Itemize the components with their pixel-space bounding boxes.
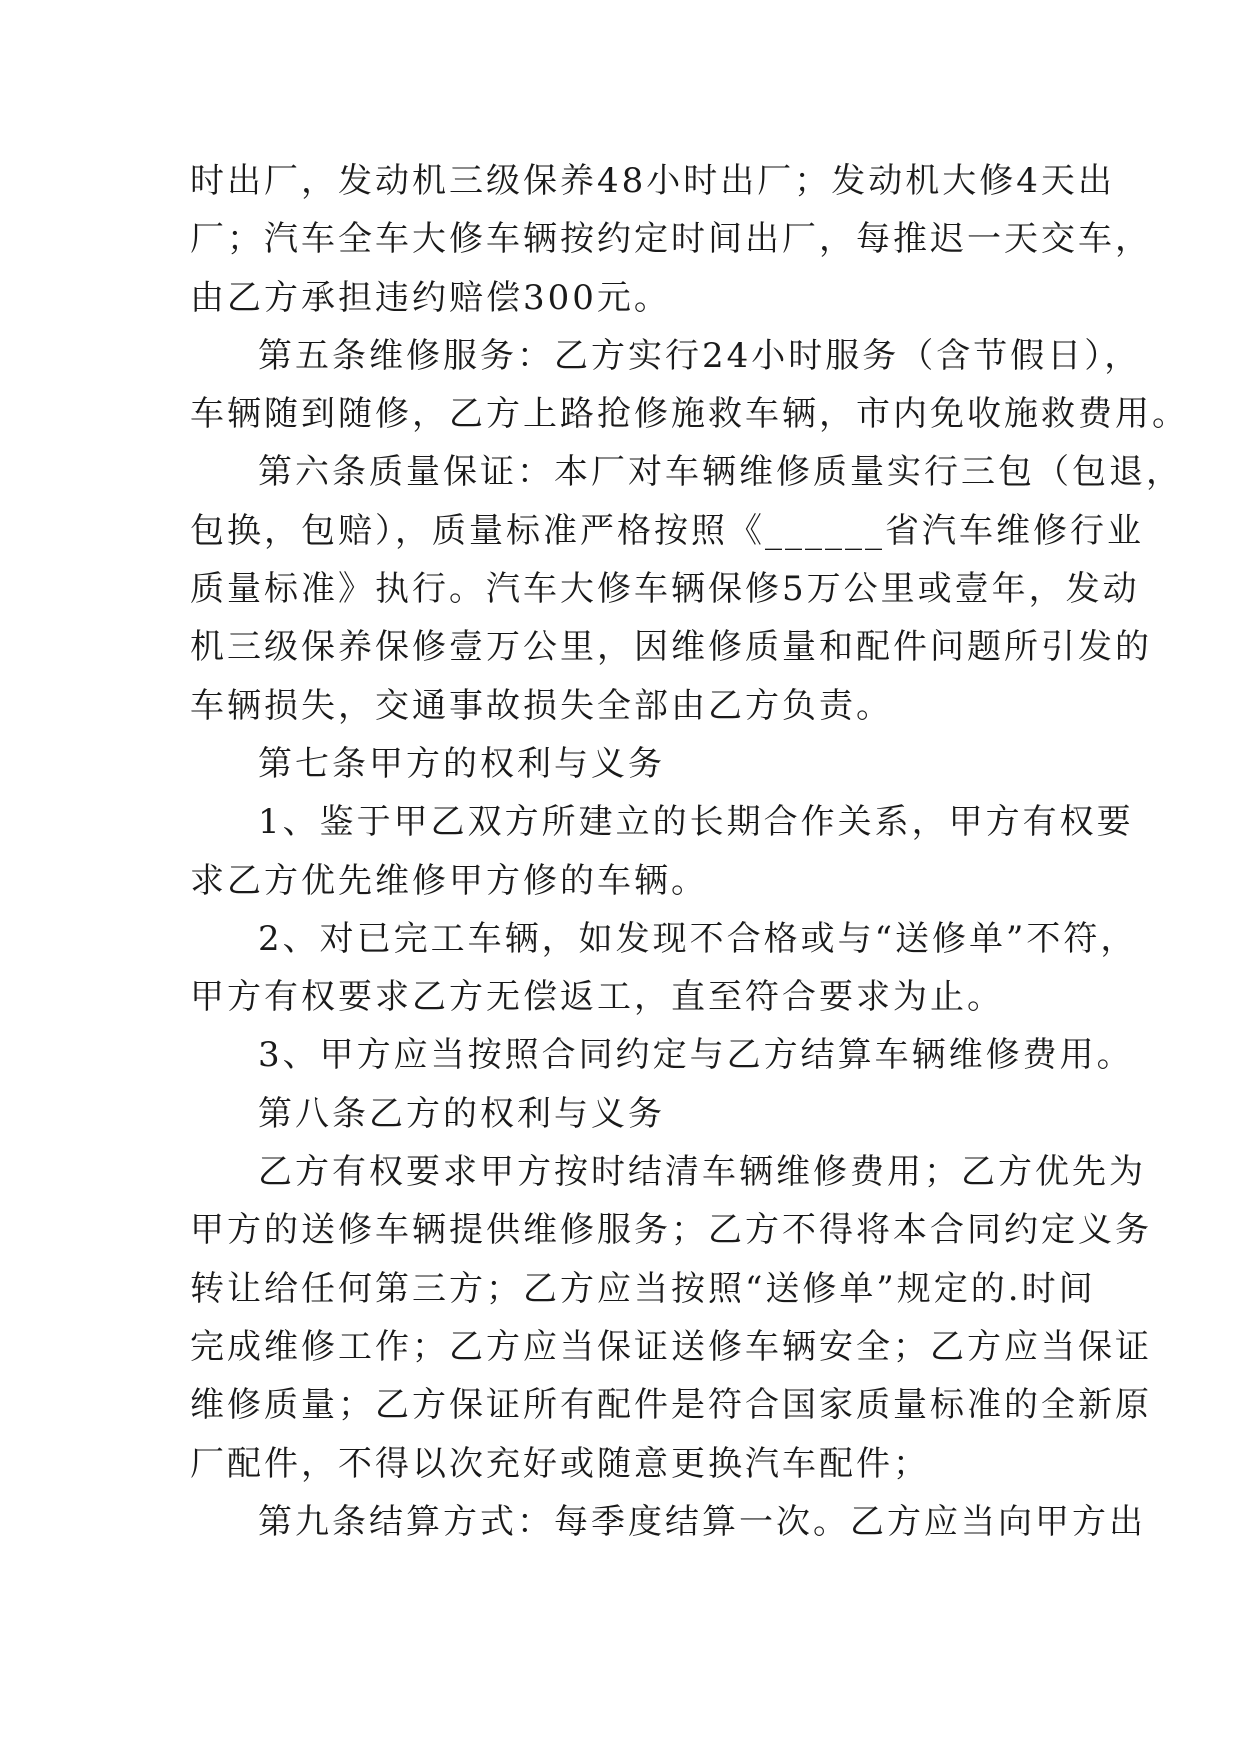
document-body <box>190 152 1189 1551</box>
paragraph-article-7-item-1 <box>190 793 1134 910</box>
text-line: 第六条质量保证：本厂对车辆维修质量实行三包（包退， <box>258 452 1183 493</box>
paragraph-delivery-time <box>190 152 1152 327</box>
paragraph-article-7-item-3 <box>190 1026 1134 1084</box>
text-line: 乙方有权要求甲方按时结清车辆维修费用；乙方优先为 <box>258 1152 1146 1193</box>
text-line: 完成维修工作；乙方应当保证送修车辆安全；乙方应当保证 <box>190 1326 1152 1367</box>
paragraph-article-8-body <box>190 1143 1152 1493</box>
text-line: 转让给任何第三方；乙方应当按照“送修单”规定的.时间 <box>190 1268 1096 1309</box>
text-line: 质量标准》执行。汽车大修车辆保修5万公里或壹年，发动 <box>190 569 1140 610</box>
text-line: 时出厂，发动机三级保养48小时出厂；发动机大修4天出 <box>190 161 1115 201</box>
text-line: 厂；汽车全车大修车辆按约定时间出厂，每推迟一天交车， <box>190 219 1152 260</box>
text-line: 厂配件，不得以次充好或随意更换汽车配件； <box>190 1443 930 1484</box>
text-line: 甲方有权要求乙方无偿返工，直至符合要求为止。 <box>190 977 1004 1018</box>
paragraph-article-5 <box>190 327 1189 444</box>
text-line: 第八条乙方的权利与义务 <box>258 1093 665 1134</box>
text-line: 机三级保养保修壹万公里，因维修质量和配件问题所引发的 <box>190 627 1152 668</box>
text-line: 第七条甲方的权利与义务 <box>258 743 665 784</box>
paragraph-article-9 <box>190 1493 1146 1551</box>
text-line: 由乙方承担违约赔偿300元。 <box>190 277 671 318</box>
text-line: 车辆损失，交通事故损失全部由乙方负责。 <box>190 685 893 726</box>
paragraph-article-6 <box>190 443 1183 734</box>
text-line: 第九条结算方式：每季度结算一次。乙方应当向甲方出 <box>258 1501 1146 1542</box>
text-line: 第五条维修服务：乙方实行24小时服务（含节假日）， <box>258 335 1142 376</box>
text-line: 求乙方优先维修甲方修的车辆。 <box>190 860 708 901</box>
paragraph-article-7-item-2 <box>190 910 1138 1027</box>
text-line: 车辆随到随修，乙方上路抢修施救车辆，市内免收施救费用。 <box>190 394 1189 435</box>
heading-article-7 <box>190 735 1060 793</box>
text-line: 1、鉴于甲乙双方所建立的长期合作关系，甲方有权要 <box>258 802 1134 843</box>
text-line: 甲方的送修车辆提供维修服务；乙方不得将本合同约定义务 <box>190 1210 1152 1251</box>
text-line: 维修质量；乙方保证所有配件是符合国家质量标准的全新原 <box>190 1385 1152 1426</box>
heading-article-8 <box>190 1085 1060 1143</box>
text-line: 包换，包赔），质量标准严格按照《______省汽车维修行业 <box>190 510 1144 551</box>
text-line: 3、甲方应当按照合同约定与乙方结算车辆维修费用。 <box>258 1035 1134 1076</box>
text-line: 2、对已完工车辆，如发现不合格或与“送修单”不符， <box>258 918 1138 959</box>
